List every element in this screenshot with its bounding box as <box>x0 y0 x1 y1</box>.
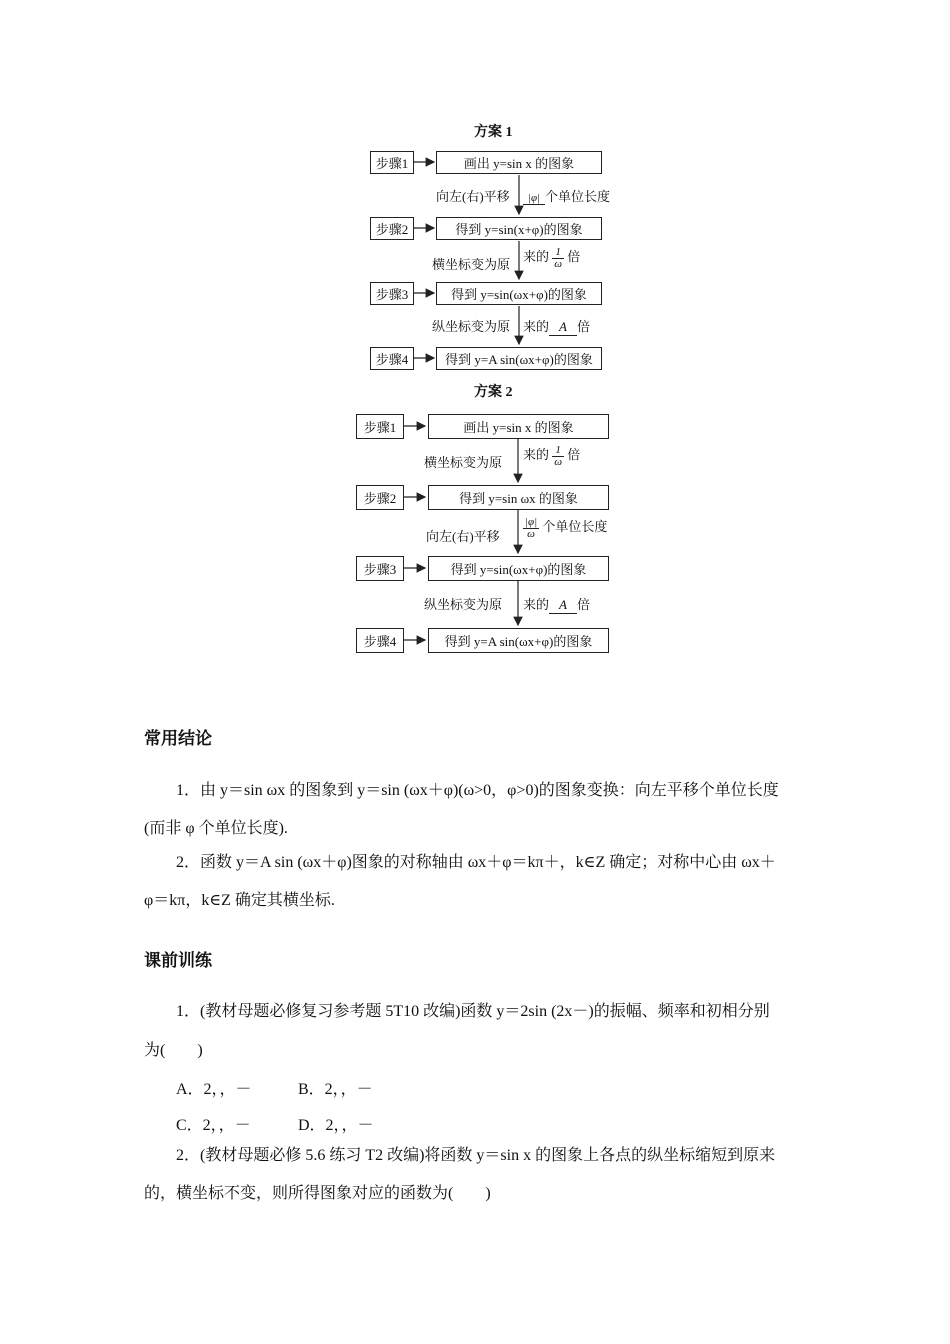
plan1-op3-right <box>523 316 590 336</box>
plan2-op1-prefix: 来的 <box>523 447 550 462</box>
plan2-box-4: 得到 y=A sin(ωx+φ)的图象 <box>428 628 609 653</box>
question-2-line-1: 2．(教材母题必修 5.6 练习 T2 改编)将函数 y＝sin x 的图象上各点的纵坐标缩短到原来 <box>176 1147 776 1164</box>
plan1-op1-value: |φ| <box>523 192 545 205</box>
plan2-box-3: 得到 y=sin(ωx+φ)的图象 <box>428 556 609 581</box>
plan1-op3-left: 纵坐标变为原 <box>432 319 511 334</box>
plan1-op1-right <box>523 186 610 205</box>
plan2-op2-fraction <box>523 517 539 540</box>
question-1-line-2: 为( ) <box>144 1042 203 1059</box>
plan2-step-1: 步骤1 <box>356 414 404 439</box>
plan2-step-4: 步骤4 <box>356 628 404 653</box>
conclusion-1-line-2: (而非 φ 个单位长度). <box>144 820 288 837</box>
plan1-step-1: 步骤1 <box>370 151 414 174</box>
plan1-op3-value: A <box>549 319 577 336</box>
training-heading: 课前训练 <box>144 951 212 971</box>
plan2-op1-frac-num: 1 <box>552 445 564 457</box>
plan1-box-3: 得到 y=sin(ωx+φ)的图象 <box>436 282 602 305</box>
plan2-op2-right <box>523 516 607 540</box>
conclusions-heading: 常用结论 <box>144 729 212 749</box>
conclusion-1-line-1: 1．由 y＝sin ωx 的图象到 y＝sin (ωx＋φ)(ω>0，φ>0)的图象变换：向左平移个单位长度 <box>176 782 779 799</box>
plan1-op3-suffix: 倍 <box>577 319 591 334</box>
plan1-step-3: 步骤3 <box>370 282 414 305</box>
conclusion-2-line-2: φ＝kπ，k∈Z 确定其横坐标. <box>144 892 335 909</box>
plan2-title: 方案 2 <box>474 385 513 400</box>
plan2-op2-left: 向左(右)平移 <box>426 529 500 544</box>
plan2-op2-frac-num: |φ| <box>525 515 538 528</box>
plan1-op2-fraction <box>552 247 564 270</box>
plan1-step-4: 步骤4 <box>370 347 414 370</box>
conclusion-2-line-1: 2．函数 y＝A sin (ωx＋φ)图象的对称轴由 ωx＋φ＝kπ＋，k∈Z 确定；对称中心由 ωx＋ <box>176 854 776 871</box>
question-1-line-1: 1．(教材母题必修复习参考题 5T10 改编)函数 y＝2sin (2x－)的振幅、频率和初相分别 <box>176 1003 770 1020</box>
plan1-box-1: 画出 y=sin x 的图象 <box>436 151 602 174</box>
question-1-option-c: C．2，，－ <box>176 1117 251 1134</box>
plan1-title: 方案 1 <box>474 125 513 140</box>
plan2-op2-suffix: 个单位长度 <box>542 519 608 534</box>
plan2-op3-prefix: 来的 <box>523 597 550 612</box>
plan2-op1-fraction <box>552 445 564 468</box>
plan1-box-4: 得到 y=A sin(ωx+φ)的图象 <box>436 347 602 370</box>
question-1-option-d: D．2，，－ <box>298 1117 374 1134</box>
plan2-box-2: 得到 y=sin ωx 的图象 <box>428 485 609 510</box>
plan1-op2-left: 横坐标变为原 <box>432 257 511 272</box>
question-1-option-b: B．2，，－ <box>298 1081 373 1098</box>
question-1-option-a: A．2，，－ <box>176 1081 252 1098</box>
plan2-op3-right <box>523 594 590 614</box>
plan1-op2-suffix: 倍 <box>567 249 581 264</box>
plan2-op1-left: 横坐标变为原 <box>424 455 503 470</box>
plan2-op3-value: A <box>549 597 577 614</box>
plan2-op3-left: 纵坐标变为原 <box>424 597 503 612</box>
plan1-op3-prefix: 来的 <box>523 319 550 334</box>
plan2-op2-frac-den: ω <box>527 527 535 540</box>
plan2-op1-frac-den: ω <box>554 455 563 468</box>
plan1-box-2: 得到 y=sin(x+φ)的图象 <box>436 217 602 240</box>
plan1-op2-frac-num: 1 <box>552 247 564 259</box>
plan2-op3-suffix: 倍 <box>577 597 591 612</box>
plan1-op1-left: 向左(右)平移 <box>436 189 510 204</box>
plan1-op1-suffix: 个单位长度 <box>545 189 611 204</box>
plan1-op2-right <box>523 246 580 270</box>
question-2-line-2: 的，横坐标不变，则所得图象对应的函数为( ) <box>144 1185 491 1202</box>
plan1-op2-frac-den: ω <box>554 257 563 270</box>
plan2-box-1: 画出 y=sin x 的图象 <box>428 414 609 439</box>
plan1-step-2: 步骤2 <box>370 217 414 240</box>
plan2-step-3: 步骤3 <box>356 556 404 581</box>
plan2-op1-right <box>523 444 580 468</box>
plan2-step-2: 步骤2 <box>356 485 404 510</box>
plan2-op1-suffix: 倍 <box>567 447 581 462</box>
plan1-op2-prefix: 来的 <box>523 249 550 264</box>
